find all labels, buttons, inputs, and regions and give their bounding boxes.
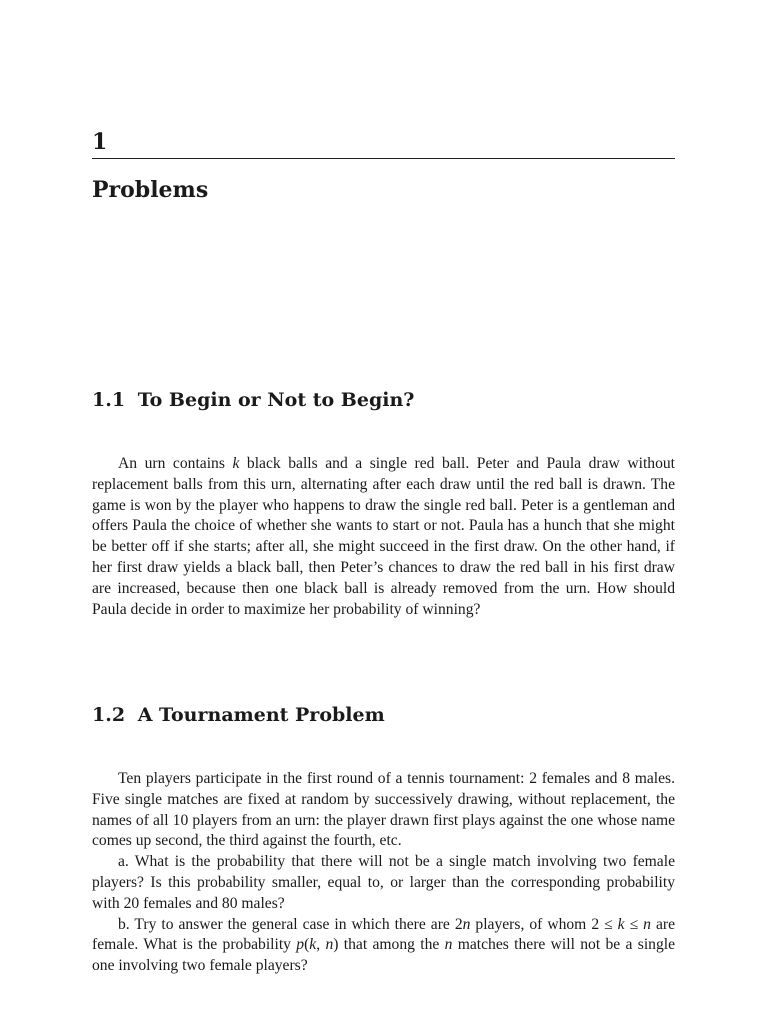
math-variable-n: n: [325, 936, 334, 954]
text-run: b. Try to answer the general case in which there are: [118, 915, 455, 933]
text-run: that among the: [338, 936, 445, 954]
paragraph-intro: Ten players participate in the first round of a tennis tournament: 2 females and 8 males. Five single matches are fixed at random by successively drawing, without replacement, the names of all 10 players from an urn: the player drawn first plays against the one whose name comes up second, the third against the fourth, etc.: [92, 770, 675, 850]
paragraph: [92, 454, 675, 620]
book-page: [92, 0, 675, 1024]
section-heading-1-2: [92, 703, 385, 727]
math-operator-le: ≤: [604, 915, 613, 933]
section-title: A Tournament Problem: [137, 704, 385, 726]
section-1-2-body: [92, 769, 675, 977]
text-run: An urn contains: [118, 455, 233, 472]
math-paren: ): [333, 936, 339, 954]
math-variable-n: n: [643, 915, 651, 933]
math-comma: ,: [316, 936, 326, 954]
math-variable-n: n: [444, 936, 453, 954]
section-title: To Begin or Not to Begin?: [137, 389, 415, 411]
chapter-number: 1: [92, 129, 108, 155]
math-variable-k: k: [232, 455, 240, 472]
text-run: black balls and a single red ball. Peter and Paula draw without replacement balls from this urn, alternating after each draw until the red ball is drawn. The game is won by the player who happens to draw the single red ball. Peter is a gentleman and offers Paula the choice of whether she wants to start or not. Paula has a hunch that she might be better off if she starts; after all, she might succeed in the first draw. On the other hand, if her first draw yields a black ball, then Peter’s chances to draw the red ball in his first draw are increased, because then one black ball is already removed from the urn. How should Paula decide in order to maximize her probability of winning?: [92, 455, 675, 618]
section-1-1-body: [92, 454, 675, 620]
math-number: 2: [591, 915, 600, 933]
text-run: players, of whom: [470, 915, 592, 933]
math-function-p: p: [296, 936, 305, 954]
section-number: 1.2: [92, 704, 126, 726]
section-number: 1.1: [92, 389, 126, 411]
math-variable-k: k: [309, 936, 317, 954]
math-operator-le: ≤: [629, 915, 639, 933]
chapter-rule: [92, 158, 675, 159]
math-variable-n: n: [462, 915, 471, 933]
chapter-title: Problems: [92, 177, 209, 203]
section-heading-1-1: [92, 388, 414, 412]
math-variable-k: k: [617, 915, 625, 933]
text-run: are female. What is the probability: [92, 915, 675, 954]
paragraph-part-a: a. What is the probability that there will not be a single match involving two female players? Is this probability smaller, equal to, or larger than the corresponding probability with 20 females and 80 males?: [92, 853, 675, 912]
math-paren: (: [304, 936, 310, 954]
paragraph-part-b: [92, 915, 675, 977]
text-run: matches there will not be a single one involving two female players?: [92, 936, 676, 975]
math-number: 2: [454, 915, 463, 933]
